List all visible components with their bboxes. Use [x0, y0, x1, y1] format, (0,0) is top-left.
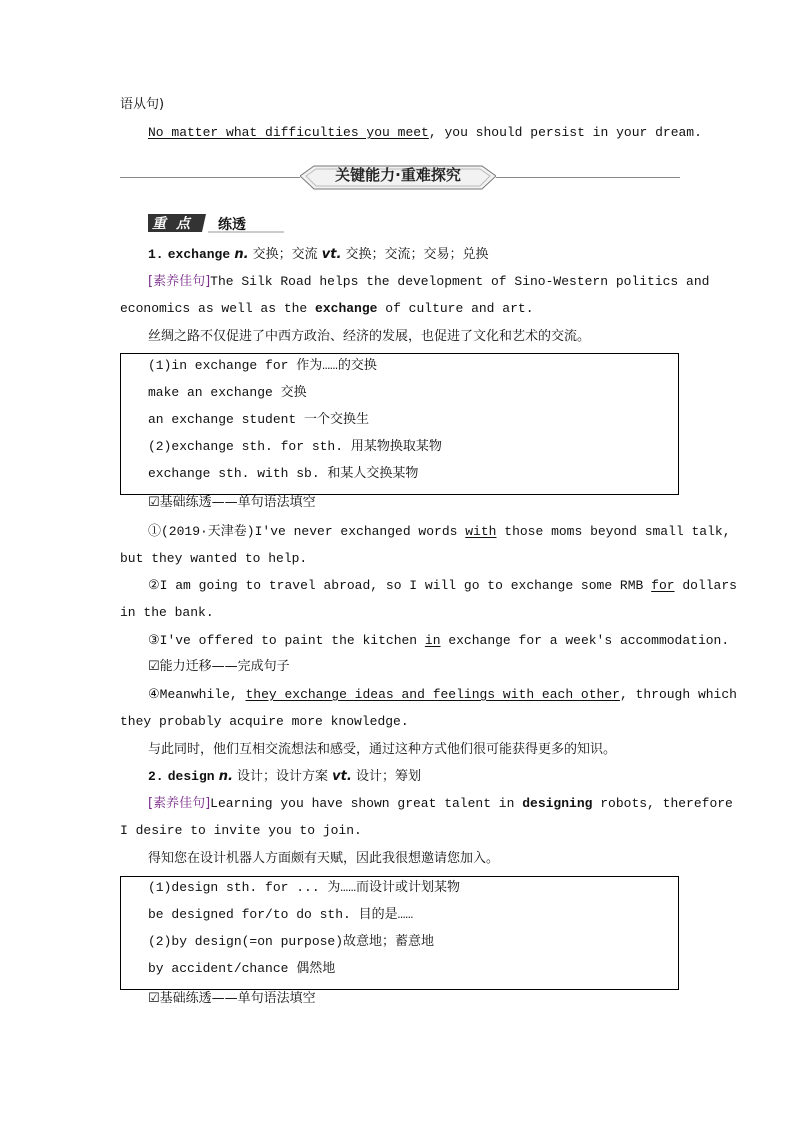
section-tag-b: 点 — [176, 216, 190, 232]
basic-instruction: ——单句语法填空 — [211, 991, 316, 1006]
question-1-a: ①(2019·天津卷)I've never exchanged words — [148, 524, 466, 539]
section-heading — [148, 212, 284, 234]
question-1-line-2: but they wanted to help. — [120, 551, 308, 566]
entry-2-pos-verb: vt. — [332, 769, 352, 784]
section-tag-a: 重 — [152, 216, 166, 232]
entry-1-word: exchange — [167, 247, 231, 262]
checkbox-icon: ☑ — [148, 495, 160, 510]
ability-instruction: ——完成句子 — [211, 659, 290, 674]
entry-2-number: 2. — [148, 769, 164, 784]
entry-1-sentence-keyword: exchange — [315, 301, 378, 316]
ability-label: 能力迁移 — [159, 659, 212, 674]
entry-1-def-noun: 交换；交流 — [248, 247, 322, 262]
entry-2-phrase-3: (2)by design(=on purpose)故意地；蓄意地 — [148, 934, 435, 949]
entry-2-word: design — [167, 769, 215, 784]
question-4-answer: they exchange ideas and feelings with each other — [245, 687, 620, 702]
entry-1-sentence-a: The Silk Road helps the development of Sino-Western politics and — [210, 274, 710, 289]
entry-2-sentence-line-2: I desire to invite you to join. — [120, 823, 362, 838]
entry-1-def-verb: 交换；交流；交易；兑换 — [341, 247, 489, 262]
entry-1-translation: 丝绸之路不仅促进了中西方政治、经济的发展，也促进了文化和艺术的交流。 — [148, 329, 591, 344]
question-4-a: ④Meanwhile, — [148, 687, 246, 702]
entry-2-def-verb: 设计；筹划 — [351, 769, 421, 784]
entry-1-number: 1. — [148, 247, 164, 262]
entry-1-pos-verb: vt. — [321, 247, 342, 262]
question-1-line-1 — [148, 523, 731, 541]
entry-2-quote-tag: [素养佳句] — [148, 796, 211, 811]
entry-2-phrase-4: by accident/chance 偶然地 — [148, 961, 336, 976]
question-3-b: exchange for a week's accommodation. — [440, 633, 730, 648]
question-1-answer: with — [465, 524, 497, 539]
entry-1-phrase-2: make an exchange 交换 — [148, 385, 307, 400]
entry-2-phrase-2: be designed for/to do sth. 目的是…… — [148, 907, 414, 922]
banner-title: 关键能力·重难探究 — [335, 166, 461, 184]
question-3-a: ③I've offered to paint the kitchen — [148, 633, 425, 648]
entry-2-translation: 得知您在设计机器人方面颇有天赋，因此我很想邀请您加入。 — [148, 851, 500, 866]
question-3-answer: in — [424, 633, 441, 648]
section-heading-bg — [148, 212, 284, 236]
entry-2-sentence-c: robots, therefore — [592, 796, 733, 811]
entry-2-header — [148, 768, 421, 786]
question-4-translation: 与此同时，他们互相交流想法和感受，通过这种方式他们很可能获得更多的知识。 — [148, 742, 617, 757]
question-2-a: ②I am going to travel abroad, so I will go to exchange some RMB — [148, 578, 652, 593]
question-2-line-2: in the bank. — [120, 605, 214, 620]
entry-1-sentence-line-1 — [148, 273, 709, 291]
intro-example-underlined: No matter what difficulties you meet — [148, 125, 429, 140]
entry-2-def-noun: 设计；设计方案 — [232, 769, 333, 784]
entry-1-pos-noun: n. — [234, 247, 249, 262]
question-4-b: , through which — [619, 687, 737, 702]
entry-1-phrase-3: an exchange student 一个交换生 — [148, 412, 370, 427]
entry-1-quote-tag: [素养佳句] — [148, 274, 211, 289]
entry-1-sentence-c: of culture and art. — [377, 301, 534, 316]
entry-1-sentence-b: economics as well as the — [120, 301, 316, 316]
banner-rule-right — [496, 177, 680, 178]
entry-1-phrase-1: (1)in exchange for 作为……的交换 — [148, 358, 377, 373]
checkbox-icon: ☑ — [148, 659, 160, 674]
entry-2-sentence-line-1 — [148, 795, 733, 813]
entry-1-header — [148, 246, 489, 264]
entry-1-phrase-4: (2)exchange sth. for sth. 用某物换取某物 — [148, 439, 442, 454]
basic-instruction: ——单句语法填空 — [211, 495, 316, 510]
intro-fragment: 语从句) — [120, 97, 165, 112]
entry-2-sentence-a: Learning you have shown great talent in — [210, 796, 523, 811]
banner-rule-left — [120, 177, 300, 178]
checkbox-icon: ☑ — [148, 991, 160, 1006]
intro-example-rest: , you should persist in your dream. — [428, 125, 702, 140]
section-title: 练透 — [218, 217, 246, 233]
intro-example — [148, 124, 702, 142]
question-4-line-2: they probably acquire more knowledge. — [120, 714, 409, 729]
entry-2-basic-heading — [148, 990, 316, 1008]
entry-2-sentence-keyword: designing — [522, 796, 593, 811]
question-4-line-1 — [148, 686, 737, 704]
question-2-answer: for — [651, 578, 675, 593]
question-2-b: dollars — [674, 578, 737, 593]
entry-1-phrase-5: exchange sth. with sb. 和某人交换某物 — [148, 466, 419, 481]
question-3-line — [148, 632, 729, 650]
question-2-line-1 — [148, 577, 737, 595]
entry-2-pos-noun: n. — [218, 769, 233, 784]
question-1-b: those moms beyond small talk, — [496, 524, 731, 539]
basic-label: 基础练透 — [159, 495, 212, 510]
basic-label: 基础练透 — [159, 991, 212, 1006]
entry-1-basic-heading — [148, 494, 316, 512]
entry-2-phrase-1: (1)design sth. for ... 为……而设计或计划某物 — [148, 880, 461, 895]
entry-1-sentence-line-2 — [120, 300, 534, 318]
section-banner — [300, 164, 496, 188]
entry-1-ability-heading — [148, 658, 290, 676]
